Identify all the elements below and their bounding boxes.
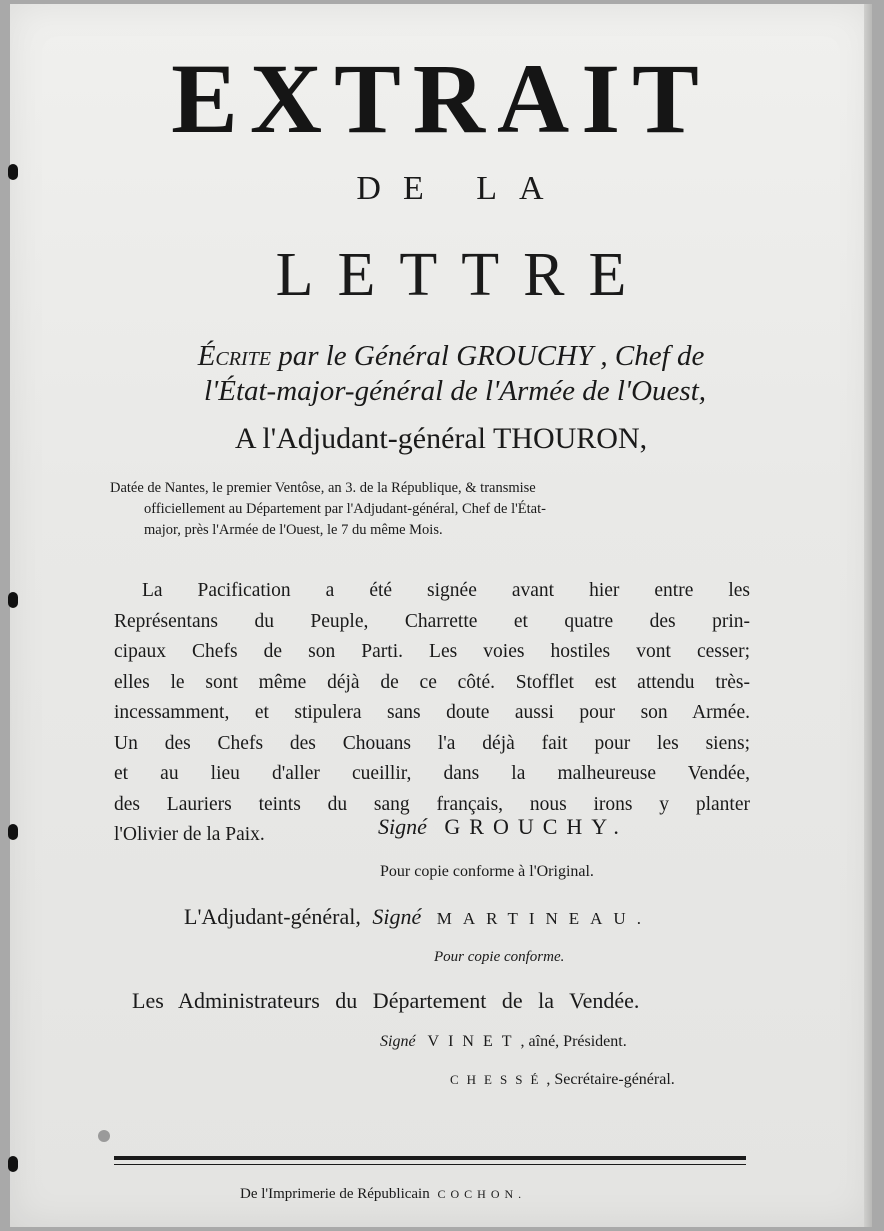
body-line: des Lauriers teints du sang français, nous irons y planter bbox=[114, 793, 750, 815]
body-line: cipaux Chefs de son Parti. Les voies hostiles vont cesser; bbox=[114, 641, 750, 662]
title-de-la: DE LA bbox=[356, 170, 566, 207]
body-line: l'Olivier de la Paix. bbox=[114, 824, 265, 845]
written-by-rest: par le Général GROUCHY , Chef de bbox=[270, 340, 705, 372]
body-line: elles le sont même déjà de ce côté. Stofflet est attendu très- bbox=[114, 671, 750, 693]
administrators-line: Les Administrateurs du Département de la Vendée. bbox=[132, 988, 640, 1013]
body-line: incessamment, et stipulera sans doute aussi pour son Armée. bbox=[114, 702, 750, 723]
written-by-cap: Écrite bbox=[197, 340, 271, 372]
dated-line: major, près l'Armée de l'Ouest, le 7 du même Mois. bbox=[144, 522, 443, 538]
signature-martineau bbox=[184, 906, 652, 928]
signatory-title: , aîné, Président. bbox=[520, 1033, 627, 1050]
written-by-line-1 bbox=[10, 342, 882, 371]
signe-label: Signé bbox=[380, 1033, 416, 1050]
dated-paragraph bbox=[110, 478, 750, 541]
body-line: La Pacification a été signée avant hier entre les bbox=[142, 580, 750, 601]
title-lettre: LETTRE bbox=[275, 241, 651, 309]
signature-vinet bbox=[380, 1034, 627, 1050]
signatory-name: CHESSÉ bbox=[450, 1072, 547, 1087]
imprint-prefix: De l'Imprimerie de Républicain bbox=[240, 1186, 430, 1202]
copy-note-conforme: Pour copie conforme. bbox=[434, 949, 565, 965]
adjudant-prefix: L'Adjudant-général, bbox=[184, 904, 361, 929]
letter-body bbox=[114, 576, 750, 851]
written-by-line-2: l'État-major-général de l'Armée de l'Ouest, bbox=[203, 375, 707, 407]
signe-label: Signé bbox=[372, 904, 422, 929]
signatory-title: , Secrétaire-général. bbox=[546, 1071, 675, 1088]
signature-grouchy bbox=[378, 816, 628, 838]
binding-hole bbox=[8, 1156, 18, 1172]
dated-line: Datée de Nantes, le premier Ventôse, an 3. de la République, & transmise bbox=[110, 480, 536, 496]
body-line: et au lieu d'aller cueillir, dans la malheureuse Vendée, bbox=[114, 763, 750, 784]
title-extrait: EXTRAIT bbox=[171, 43, 711, 154]
signatory-name: GROUCHY. bbox=[444, 814, 628, 839]
body-line: Un des Chefs des Chouans l'a déjà fait pour les siens; bbox=[114, 732, 750, 754]
signature-chesse bbox=[450, 1072, 675, 1088]
printer-imprint bbox=[240, 1187, 526, 1202]
bottom-rule-thin bbox=[114, 1164, 746, 1165]
binding-hole bbox=[8, 824, 18, 840]
document-sheet bbox=[10, 4, 872, 1227]
bottom-rule-thick bbox=[114, 1156, 746, 1160]
signe-label: Signé bbox=[378, 814, 427, 839]
body-line: Représentans du Peuple, Charrette et quatre des prin- bbox=[114, 610, 750, 632]
ink-blot bbox=[98, 1130, 110, 1142]
addressee-line: A l'Adjudant-général THOURON, bbox=[234, 422, 648, 455]
copy-note-original: Pour copie conforme à l'Original. bbox=[380, 863, 594, 880]
signatory-name: MARTINEAU. bbox=[436, 909, 652, 928]
printer-name: COCHON. bbox=[437, 1187, 527, 1201]
binding-hole bbox=[8, 592, 18, 608]
signatory-name: VINET bbox=[427, 1033, 521, 1050]
dated-line: officiellement au Département par l'Adjudant-général, Chef de l'État- bbox=[144, 501, 546, 517]
